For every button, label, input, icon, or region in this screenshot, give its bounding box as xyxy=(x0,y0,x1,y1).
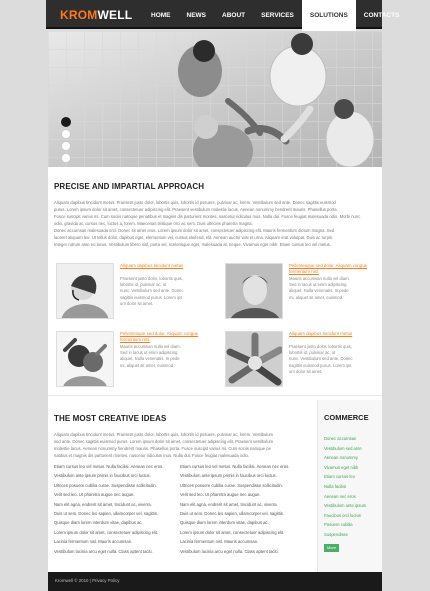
creative-line: molestie lacus. Aenean nonummy hendrerit mauris. Phasellus porta. Fusce suscipit varius mi. Cum sociis natoque pe xyxy=(54,446,271,451)
feature-text xyxy=(120,276,204,307)
team-hands-image xyxy=(226,332,283,387)
feature-item xyxy=(56,331,206,387)
happy-people-image xyxy=(57,332,114,387)
list-item: Vestibulum lacinia arcu eget nulla. Class aptent taciti. xyxy=(180,548,279,554)
slider-dot-3[interactable] xyxy=(61,141,71,151)
feature-thumbnail[interactable] xyxy=(56,263,114,319)
list-item: Nam elit agna, endrerit sit amet, tincidunt ac, viverra. xyxy=(54,501,152,507)
feature-text-line: um dolor sit amet. xyxy=(289,368,323,374)
ideas-list-left xyxy=(54,462,174,556)
list-item: Etiam cursus leo vel metus. Nulla facilisi. Aenean nec eros. xyxy=(54,464,164,469)
list-item: Lacinia fermentum nisl. Mauris accumsan. xyxy=(180,539,259,545)
nav-about[interactable]: ABOUT xyxy=(222,12,246,19)
list-item: Etiam cursus leo vel metus. Nulla facilisi. Aenean nec eros. xyxy=(180,464,290,469)
feature-item xyxy=(225,331,375,387)
more-button[interactable]: More xyxy=(324,544,339,552)
feature-title-link[interactable]: Aliquam dapibus tincidunt metus xyxy=(120,263,184,268)
footer-text[interactable]: Kromwell © 2010 | Privacy Policy xyxy=(55,578,120,583)
main-nav xyxy=(143,0,407,29)
feature-text-line: mi, aliquet sit amet, euismod. xyxy=(289,294,344,300)
commerce-link[interactable]: Vestibulum sed ante xyxy=(324,445,362,451)
commerce-link[interactable]: Faucibus orci luctus xyxy=(324,512,362,518)
commerce-link[interactable]: Nulla facilisi xyxy=(324,483,347,489)
list-item: Quisque diam lorem interdum vitae, dapibus ac. xyxy=(180,520,269,526)
feature-thumbnail[interactable] xyxy=(56,331,114,387)
feature-item xyxy=(56,263,206,319)
feature-thumbnail[interactable] xyxy=(225,263,283,319)
intro-line: Fusce suscipit varius mi. Cum sociis natoque penatibus et magnis dis parturient montes, nascetur ridiculus mus. Nulla dui. Fusce feugiat malesuada odio. Morbi nunc xyxy=(54,214,361,219)
slider-dot-4[interactable] xyxy=(61,153,71,163)
commerce-title: COMMERCE xyxy=(324,413,369,422)
nav-news[interactable]: NEWS xyxy=(186,12,206,19)
intro-paragraph xyxy=(54,199,376,248)
feature-text xyxy=(120,344,204,369)
logo-part2: WELL xyxy=(97,8,133,22)
intro-line: Integer rutrum ante eu lacus. Vestibulum libero nisl, porta vel, scelerisque eget, malesuada at, neque. Vivamus eget nibh. Etiam cursus leo vel metus. xyxy=(54,242,331,247)
commerce-link[interactable]: Aenean nec eros xyxy=(324,493,356,499)
list-item: Quisque diam lorem interdum vitae, dapibus ac. xyxy=(54,520,143,526)
commerce-links xyxy=(324,434,366,540)
man-portrait-image xyxy=(226,264,283,319)
commerce-link[interactable]: Vestibulum ante ipsum xyxy=(324,503,367,509)
creative-line: Aliquam dapibus tincidunt metus. Praesent justo dolor, lobortis quis, lobortis id posuere, pulvinar ac, lorem. Vestibulum xyxy=(54,432,274,437)
nav-contacts[interactable]: CONTACTS xyxy=(363,12,400,19)
list-item: Vestibulum ante ipsum primis in faucibus orci luctus. xyxy=(180,473,277,479)
list-item: Lacinia fermentum nisl. Mauris accumsan. xyxy=(54,539,133,545)
feature-item xyxy=(225,263,375,319)
intro-title: PRECISE AND IMPARTIAL APPROACH xyxy=(54,182,205,191)
feature-title-link[interactable]: Pellentesque sed dolor. Aliquam congue fermentum nisl. xyxy=(120,331,199,342)
commerce-link[interactable]: Suspendisse xyxy=(324,531,348,537)
feature-text-line: Mauris accumsan nulla vel diam. xyxy=(289,276,350,281)
list-item: Vestibulum lacinia arcu eget nulla. Class aptent taciti. xyxy=(54,548,153,554)
feature-text-line: aliquet. Nulla venenatis. In pede xyxy=(289,288,349,294)
creative-line: sed ante. Donec sagittis euismod purus. Lorem ipsum dolor sit amet, consectetuer adipiscing elit. Praesent vestibulum xyxy=(54,439,274,444)
commerce-link[interactable]: Posuere cubilia xyxy=(324,522,353,528)
list-item: Vestibulum ante ipsum primis in faucibus orci luctus. xyxy=(54,473,151,479)
feature-text-line: Sed in lacus ut enim adipiscing xyxy=(289,282,347,288)
commerce-sidebar xyxy=(317,400,382,572)
feature-text-line: Mauris accumsan nulla vel diam. xyxy=(120,344,181,349)
feature-text-line: aliquet. Nulla venenatis. In pede xyxy=(120,356,180,362)
list-item: Ultrices posuere cubilia curae. Suspendisse sollicitudin. xyxy=(54,482,157,488)
intro-line: laoreet aliquam leo. Ut tellus dolor, dapibus eget, elementum vel, cursus eleifend, elit. Aenean auctor wisi et urna. Aliquam erat volutpat. Duis ac turpis. xyxy=(54,235,334,240)
list-item: Duis ut sem. Donec leo sapien, ullamcorper vel, sagittis. xyxy=(180,511,285,517)
logo[interactable] xyxy=(60,8,132,22)
commerce-link[interactable]: Aenean nonummy xyxy=(324,455,358,461)
logo-part1: KROM xyxy=(60,8,98,22)
list-item: Lorem ipsum dolor sit amet, consectetuer adipiscing elit. xyxy=(180,529,285,535)
feature-text-line: sagittis euismod purus. Lorem ips xyxy=(289,362,352,368)
feature-text-line: Praesent justo dolor, lobortis quis, xyxy=(120,276,183,281)
site-footer xyxy=(48,572,382,591)
intro-line: purus. Lorem ipsum dolor sit amet, consectetuer adipiscing elit. Praesent vestibulum molestie lacus. Aenean nonummy hendrerit mauris. Phasellus porta. xyxy=(54,207,338,212)
feature-text-line: sagittis euismod purus. Lorem ips xyxy=(120,294,183,300)
list-item: Velit sed leo. Ut pharetra augue nec augue. xyxy=(180,492,261,498)
feature-text-line: Praesent justo dolor, lobortis quis, xyxy=(289,344,352,349)
hero-photo xyxy=(48,31,382,167)
list-item: Velit sed leo. Ut pharetra augue nec augue. xyxy=(54,492,135,498)
feature-text-line: lobortis id, pulvinar ac, ut xyxy=(289,350,336,356)
feature-text-line: nunc. Vestibulum sed ante. Donec xyxy=(289,356,353,362)
feature-text-line: mi, aliquet sit amet, euismod. xyxy=(120,362,175,368)
nav-home[interactable]: HOME xyxy=(151,12,171,19)
creative-line: natibus et magnis dis parturient montes, nascetur ridiculus mus. Nulla dui. Fusce feugiat malesuada odio. xyxy=(54,453,250,458)
commerce-link[interactable]: Vivamus eget nibh xyxy=(324,464,359,470)
headset-woman-image xyxy=(57,264,114,319)
feature-thumbnail[interactable] xyxy=(225,331,283,387)
feature-title-link[interactable]: Aliquam dapibus tincidunt metus xyxy=(289,331,353,336)
site-header xyxy=(46,0,400,29)
feature-title-link[interactable]: Pellentesque sed dolor. Aliquam congue fermentum nisl. xyxy=(289,263,368,274)
list-item: Duis ut sem. Donec leo sapien, ullamcorper vel, sagittis. xyxy=(54,511,159,517)
list-item: Ultrices posuere cubilia curae. Suspendisse sollicitudin. xyxy=(180,482,283,488)
feature-text-line: nunc. Vestibulum sed ante. Donec xyxy=(120,288,184,294)
commerce-link[interactable]: Donec accumsan xyxy=(324,436,357,441)
nav-solutions[interactable]: SOLUTIONS xyxy=(302,0,356,31)
hero-slider xyxy=(48,31,382,167)
feature-text xyxy=(289,276,373,301)
feature-text-line: Sed in lacus ut enim adipiscing xyxy=(120,350,178,356)
intro-line: Aliquam dapibus tincidunt metus. Praesent justo dolor, lobortis quis, lobortis id posuere, pulvinar ac, lorem. Vestibulum sed ante. Donec sagittis euismod xyxy=(54,200,336,205)
feature-text-line: lobortis id, pulvinar ac, ut xyxy=(120,282,167,288)
intro-line: odio, gravida at, cursus nec, luctus a, lorem. Maecenas tristique orci ac sem. Duis ultricies pharetra magna. xyxy=(54,221,253,226)
commerce-link[interactable]: Etiam cursus leo xyxy=(324,474,355,480)
nav-services[interactable]: SERVICES xyxy=(261,12,294,19)
section-divider xyxy=(48,395,382,396)
slider-dot-2[interactable] xyxy=(61,129,71,139)
list-item: Nam elit agna, endrerit sit amet, tincidunt ac, viverra. xyxy=(180,501,278,507)
feature-text xyxy=(289,344,373,375)
slider-dot-1[interactable] xyxy=(61,117,71,127)
feature-text-line: um dolor sit amet. xyxy=(120,300,154,306)
list-item: Lorem ipsum dolor sit amet, consectetuer adipiscing elit. xyxy=(54,529,159,535)
creative-paragraph xyxy=(54,431,310,459)
creative-title: THE MOST CREATIVE IDEAS xyxy=(54,414,167,423)
slider-dots xyxy=(61,117,71,163)
intro-line: Donec accumsan malesuada orci. Donec sit amet eros. Lorem ipsum dolor sit amet, consectetuer adipiscing elit. Mauris fermentum dictum magna. Sed xyxy=(54,228,335,233)
ideas-list-right xyxy=(180,462,300,556)
